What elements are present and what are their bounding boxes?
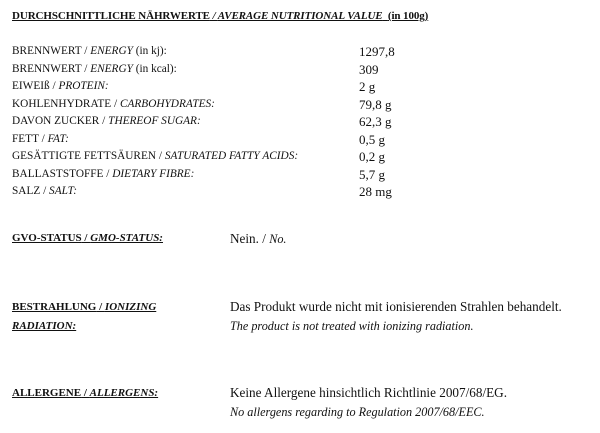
nutrition-label: KOHLENHYDRATE / CARBOHYDRATES: — [12, 97, 215, 110]
irradiation-text-german: Das Produkt wurde nicht mit ionisierenden Strahlen behandelt. — [230, 299, 562, 314]
nutrition-value: 79,8 g — [359, 96, 392, 112]
irradiation-label: BESTRAHLUNG / IONIZING — [12, 301, 157, 313]
nutrition-label: SALZ / SALT: — [12, 185, 78, 197]
irradiation-label-line2: RADIATION: — [12, 320, 77, 332]
nutrition-value: 5,7 g — [359, 166, 385, 182]
nutrition-row-saturated-fat — [12, 148, 572, 166]
heading-english: AVERAGE NUTRITIONAL VALUE — [217, 10, 383, 22]
nutrition-row-fibre — [12, 166, 572, 184]
nutrition-row-salt — [12, 183, 572, 201]
heading-separator: / — [209, 10, 218, 22]
nutrition-label: BRENNWERT / ENERGY (in kcal): — [12, 62, 177, 75]
nutrition-row-sugar — [12, 113, 572, 131]
gmo-status-label: GVO-STATUS / GMO-STATUS: — [12, 232, 163, 244]
nutrition-label: BALLASTSTOFFE / DIETARY FIBRE: — [12, 167, 195, 180]
nutrition-row-energy-kj — [12, 43, 572, 61]
heading-german: DURCHSCHNITTLICHE NÄHRWERTE — [12, 10, 210, 22]
allergens-text-german: Keine Allergene hinsichtlich Richtlinie 2007/68/EG. — [230, 385, 508, 400]
heading-unit: (in 100g) — [387, 10, 429, 22]
nutrition-row-carbohydrates — [12, 96, 572, 114]
nutrition-row-energy-kcal — [12, 61, 572, 79]
nutrition-heading — [12, 10, 428, 22]
nutrition-value: 28 mg — [359, 184, 392, 199]
allergens-text-english: No allergens regarding to Regulation 2007/68/EEC. — [230, 405, 485, 419]
nutrition-value: 2 g — [359, 79, 376, 94]
nutrition-row-protein — [12, 78, 572, 96]
nutrition-value: 62,3 g — [359, 114, 392, 129]
nutrition-value: 1297,8 — [359, 44, 395, 59]
gmo-status-value: Nein. / No. — [230, 231, 287, 246]
nutrition-label: GESÄTTIGTE FETTSÄUREN / SATURATED FATTY ACIDS: — [12, 150, 299, 162]
irradiation-text-english: The product is not treated with ionizing radiation. — [230, 319, 474, 333]
nutrition-label: BRENNWERT / ENERGY (in kj): — [12, 45, 167, 57]
nutrition-value: 0,5 g — [359, 131, 385, 147]
allergens-label: ALLERGENE / ALLERGENS: — [12, 387, 159, 399]
nutrition-value: 309 — [359, 61, 379, 77]
nutrition-label: EIWEIß / PROTEIN: — [12, 80, 109, 92]
nutrition-label: FETT / FAT: — [12, 132, 69, 145]
nutrition-table — [12, 43, 572, 201]
nutrition-label: DAVON ZUCKER / THEREOF SUGAR: — [12, 115, 201, 127]
nutrition-value: 0,2 g — [359, 149, 385, 164]
nutrition-row-fat — [12, 131, 572, 149]
